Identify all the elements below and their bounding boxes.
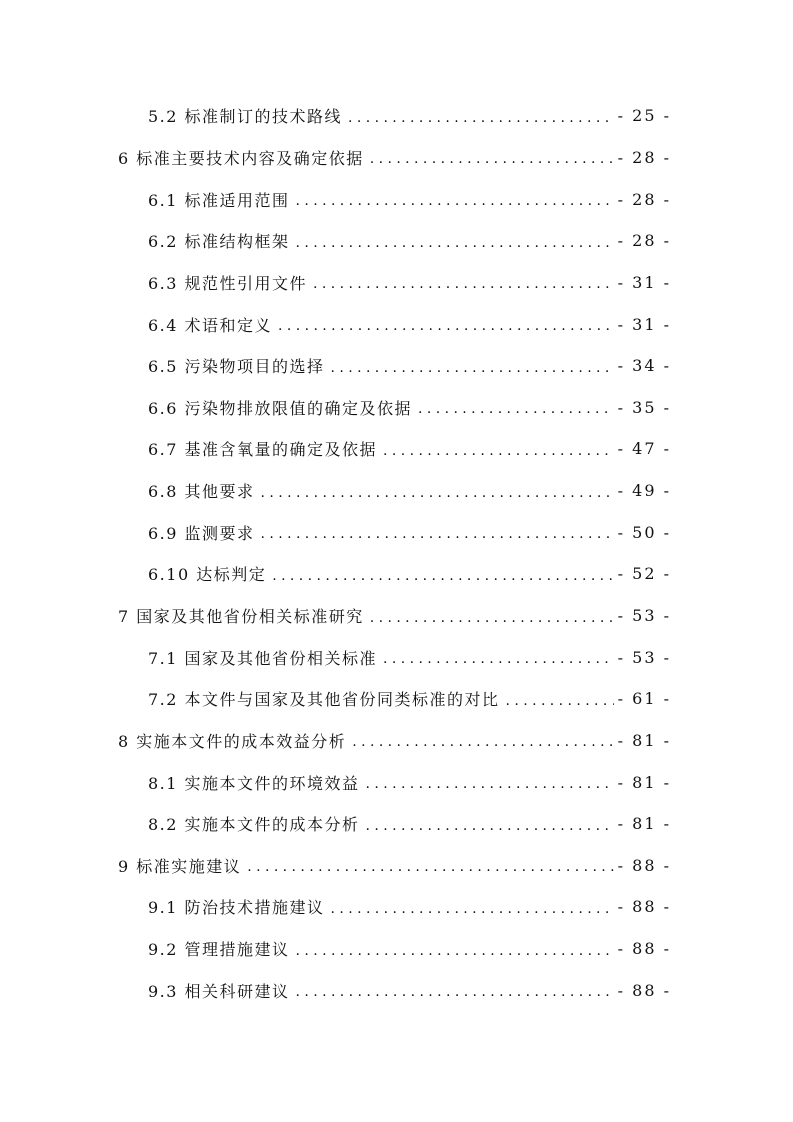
toc-entry[interactable] bbox=[0, 928, 793, 970]
toc-page-number: - 88 - bbox=[617, 980, 671, 1000]
toc-page-number: - 28 - bbox=[617, 231, 671, 251]
toc-dot-leader bbox=[348, 110, 614, 126]
toc-entry[interactable] bbox=[0, 969, 793, 1011]
toc-page-number: - 81 - bbox=[617, 730, 671, 750]
toc-page-number: - 88 - bbox=[617, 939, 671, 959]
toc-entry-title: 6 标准主要技术内容及确定依据 bbox=[118, 148, 364, 168]
toc-entry[interactable] bbox=[0, 636, 793, 678]
toc-entry-title: 9.3 相关科研建议 bbox=[148, 981, 290, 1001]
toc-dot-leader bbox=[278, 318, 614, 334]
toc-entry-title: 6.8 其他要求 bbox=[148, 482, 255, 502]
toc-entry[interactable] bbox=[0, 470, 793, 512]
toc-entry-title: 6.5 污染物项目的选择 bbox=[148, 357, 325, 377]
toc-entry[interactable] bbox=[0, 137, 793, 179]
toc-entry[interactable] bbox=[0, 95, 793, 137]
toc-dot-leader bbox=[383, 443, 614, 459]
toc-dot-leader bbox=[370, 610, 614, 626]
toc-entry[interactable] bbox=[0, 178, 793, 220]
toc-entry-title: 6.2 标准结构框架 bbox=[148, 232, 290, 252]
toc-entry[interactable] bbox=[0, 345, 793, 387]
toc-entry-title: 6.10 达标判定 bbox=[148, 565, 267, 585]
toc-page-number: - 49 - bbox=[617, 481, 671, 501]
toc-dot-leader bbox=[370, 151, 614, 167]
toc-page-number: - 35 - bbox=[617, 397, 671, 417]
toc-dot-leader bbox=[272, 568, 613, 584]
toc-dot-leader bbox=[418, 401, 614, 417]
toc-entry[interactable] bbox=[0, 220, 793, 262]
toc-dot-leader bbox=[383, 651, 614, 667]
toc-entry[interactable] bbox=[0, 845, 793, 887]
toc-entry-title: 9.1 防治技术措施建议 bbox=[148, 898, 325, 918]
toc-page-number: - 34 - bbox=[617, 356, 671, 376]
toc-entry[interactable] bbox=[0, 886, 793, 928]
toc-entry[interactable] bbox=[0, 720, 793, 762]
toc-dot-leader bbox=[366, 818, 614, 834]
toc-entry[interactable] bbox=[0, 761, 793, 803]
toc-dot-leader bbox=[296, 984, 614, 1000]
toc-entry[interactable] bbox=[0, 386, 793, 428]
toc-entry-title: 6.9 监测要求 bbox=[148, 523, 255, 543]
toc-dot-leader bbox=[261, 485, 614, 501]
toc-entry[interactable] bbox=[0, 303, 793, 345]
toc-page-number: - 81 - bbox=[617, 772, 671, 792]
toc-page-number: - 53 - bbox=[617, 606, 671, 625]
toc-entry-title: 9.2 管理措施建议 bbox=[148, 940, 290, 960]
toc-entry-title: 7 国家及其他省份相关标准研究 bbox=[118, 607, 364, 626]
toc-dot-leader bbox=[247, 859, 613, 875]
toc-entry-title: 6.3 规范性引用文件 bbox=[148, 273, 308, 293]
toc-entry[interactable] bbox=[0, 511, 793, 553]
toc-page-number: - 47 - bbox=[617, 439, 671, 459]
toc-dot-leader bbox=[313, 276, 614, 292]
toc-entry-title: 8.2 实施本文件的成本分析 bbox=[148, 815, 360, 835]
toc-entry-title: 6.1 标准适用范围 bbox=[148, 190, 290, 210]
toc-page-number: - 31 - bbox=[617, 314, 671, 334]
toc-dot-leader bbox=[331, 901, 614, 917]
toc-dot-leader bbox=[352, 734, 613, 750]
toc-dot-leader bbox=[331, 360, 614, 376]
toc-page-number: - 52 - bbox=[617, 564, 671, 584]
table-of-contents bbox=[0, 95, 793, 1011]
toc-page-number: - 81 - bbox=[617, 814, 671, 834]
toc-page-number: - 53 - bbox=[617, 647, 671, 667]
toc-entry[interactable] bbox=[0, 803, 793, 845]
toc-entry-title: 9 标准实施建议 bbox=[118, 856, 242, 876]
toc-dot-leader bbox=[506, 693, 614, 709]
toc-dot-leader bbox=[296, 193, 614, 209]
toc-entry[interactable] bbox=[0, 678, 793, 720]
toc-entry-title: 6.6 污染物排放限值的确定及依据 bbox=[148, 398, 413, 418]
toc-entry[interactable] bbox=[0, 595, 793, 637]
toc-entry[interactable] bbox=[0, 553, 793, 595]
toc-page-number: - 88 - bbox=[617, 855, 671, 875]
toc-page-number: - 88 - bbox=[617, 897, 671, 917]
toc-entry-title: 7.1 国家及其他省份相关标准 bbox=[148, 648, 378, 668]
toc-dot-leader bbox=[261, 526, 614, 542]
toc-entry-title: 7.2 本文件与国家及其他省份同类标准的对比 bbox=[148, 690, 500, 710]
toc-page-number: - 28 - bbox=[617, 189, 671, 209]
toc-page-number: - 61 - bbox=[617, 689, 671, 709]
toc-entry-title: 6.7 基准含氧量的确定及依据 bbox=[148, 440, 378, 460]
toc-entry-title: 8 实施本文件的成本效益分析 bbox=[118, 731, 347, 751]
toc-entry-title: 8.1 实施本文件的环境效益 bbox=[148, 773, 360, 793]
toc-dot-leader bbox=[296, 943, 614, 959]
toc-entry[interactable] bbox=[0, 428, 793, 470]
toc-dot-leader bbox=[366, 776, 614, 792]
toc-page-number: - 28 - bbox=[617, 147, 671, 167]
toc-entry[interactable] bbox=[0, 262, 793, 304]
toc-page-number: - 50 - bbox=[617, 522, 671, 542]
toc-dot-leader bbox=[296, 235, 614, 251]
toc-page-number: - 31 - bbox=[617, 272, 671, 292]
toc-entry-title: 6.4 术语和定义 bbox=[148, 315, 273, 335]
toc-entry-title: 5.2 标准制订的技术路线 bbox=[148, 107, 343, 127]
toc-page-number: - 25 - bbox=[617, 106, 671, 126]
